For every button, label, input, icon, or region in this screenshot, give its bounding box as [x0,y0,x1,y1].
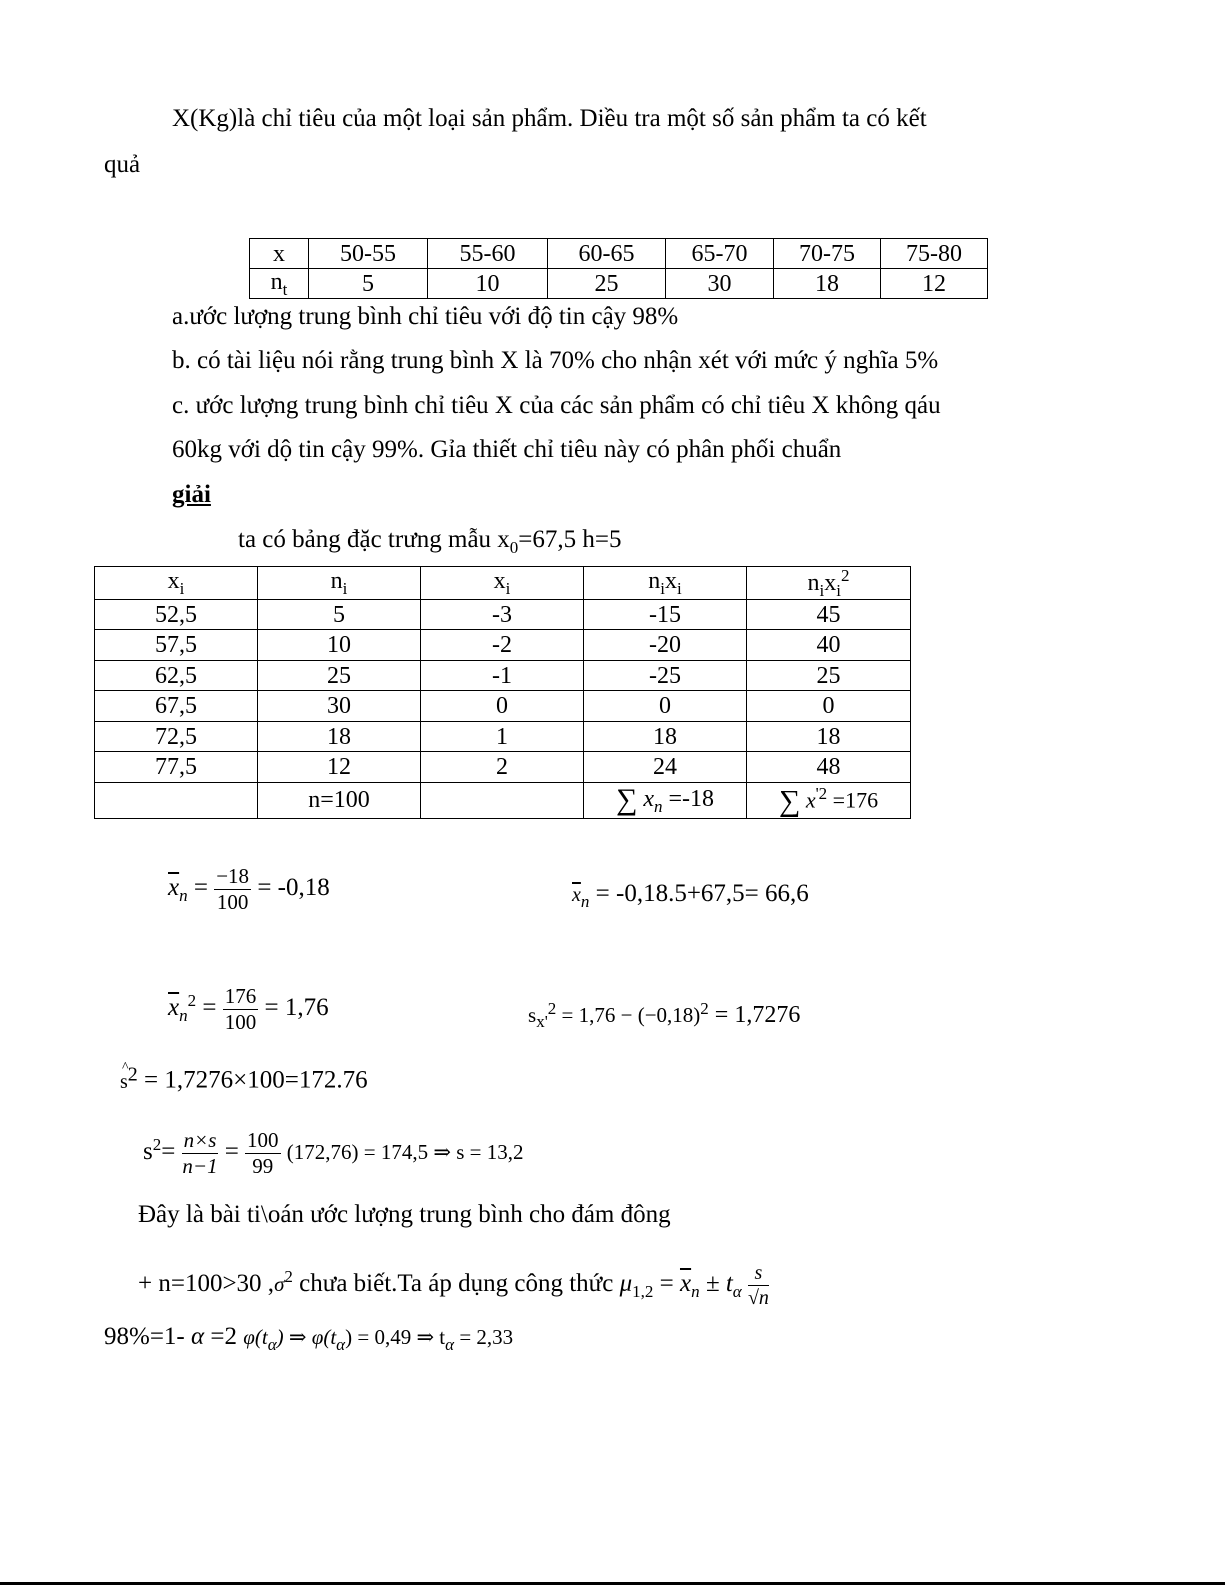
sum-row [95,782,911,818]
stats-cell: 18 [747,721,911,752]
stats-cell: 77,5 [95,752,258,783]
stats-cell: 5 [258,599,421,630]
table-row [95,599,911,630]
stats-cell: 45 [747,599,911,630]
fraction: $\frac{s}{√n}$ [747,1262,769,1309]
applies-formula-line: + n=100>30 $,\sigma^2$ chưa biết.Ta áp dụng công thức $\mu_{1,2} = \overline{x}_n \pm t_\alpha$ $\frac{s}{√n}$ [138,1262,769,1309]
formula-s-hat-squared: ^ $s^2 = 1,7276\times 100=172.76$ [120,1059,368,1094]
stats-cell: 18 [584,721,747,752]
freq-cell: 65-70 [666,239,774,269]
freq-label-cell: $n_t$ [250,269,309,299]
stats-cell: 0 [584,691,747,722]
stats-cell: -1 [421,660,584,691]
sample-statistics-table [94,566,911,819]
fraction: $\frac{100}{99}$ [247,1128,279,1178]
stats-cell: 48 [747,752,911,783]
sum-x-cell: ∑ $x_n =-18$ [584,782,747,818]
stats-cell: 1 [421,721,584,752]
table-intro: ta có bảng đặc trưng mẫu $x_0=67,5$ h=5 [238,526,622,557]
freq-cell: 75-80 [881,239,988,269]
question-c-line-2: 60kg với dộ tin cậy 99%. Gỉa thiết chỉ tiêu này có phân phối chuẩn [172,436,842,463]
stats-header-cell: $x_i$ [95,567,258,600]
freq-cell: 12 [881,269,988,299]
table-row [95,660,911,691]
stats-cell: 10 [258,630,421,661]
fraction: $\frac{n\times s}{n-1}$ [182,1128,218,1178]
question-b: b. có tài liệu nói rằng trung bình X là 70% cho nhận xét với mức ý nghĩa 5% [172,347,939,374]
stats-cell: 24 [584,752,747,783]
formula-variance-prime: $s_{x'}^2 = 1,76 - (-0,18)^2 = 1,7276$ [528,999,801,1032]
stats-cell: -3 [421,599,584,630]
problem-type-text: Đây là bài ti\oán ước lượng trung bình cho đám đông [138,1201,671,1228]
stats-cell: -20 [584,630,747,661]
stats-cell: -25 [584,660,747,691]
table-row [95,752,911,783]
frequency-table [249,238,988,299]
stats-header-cell: $n_ix_i$ [584,567,747,600]
stats-cell: 62,5 [95,660,258,691]
table-row [95,630,911,661]
stats-cell: 40 [747,630,911,661]
stats-header-cell: $x_i$ [421,567,584,600]
intro-line-1: X(Kg)là chỉ tiêu của một loại sản phẩm. Diều tra một số sản phẩm ta có kết [172,105,927,132]
stats-cell: 12 [258,752,421,783]
formula-mean-prime: $\overline{x}_n$ = $\frac{-18}{100}$ = -0,18 [168,864,330,914]
stats-cell-empty [95,782,258,818]
question-a: a.ước lượng trung bình chỉ tiêu với độ tin cậy 98% [172,303,679,330]
stats-header-cell: $n_i$ [258,567,421,600]
stats-cell: 2 [421,752,584,783]
freq-cell: 25 [548,269,666,299]
fraction: $\frac{176}{100}$ [224,984,257,1034]
stats-header-row [95,567,911,600]
stats-cell: 57,5 [95,630,258,661]
freq-cell: 60-65 [548,239,666,269]
freq-cell: 70-75 [774,239,881,269]
fraction: $\frac{-18}{100}$ [216,864,250,914]
stats-header-cell: $n_ix_i^2$ [747,567,911,600]
stats-cell: 0 [421,691,584,722]
stats-cell: 67,5 [95,691,258,722]
freq-cell: 5 [309,269,428,299]
freq-cell: x [250,239,309,269]
sum-n-cell: n=100 [258,782,421,818]
sum-x2-cell: ∑ $x^{'2} =176$ [747,782,911,818]
stats-cell: 72,5 [95,721,258,752]
stats-cell: -2 [421,630,584,661]
table-row [95,691,911,722]
stats-cell: 25 [747,660,911,691]
stats-cell: -15 [584,599,747,630]
freq-cell: 50-55 [309,239,428,269]
frequency-header-row [250,239,988,269]
freq-cell: 10 [428,269,548,299]
frequency-count-row [250,269,988,299]
freq-cell: 55-60 [428,239,548,269]
stats-cell: 0 [747,691,911,722]
solution-title: giải [172,481,211,508]
stats-cell: 52,5 [95,599,258,630]
confidence-line: 98%=1- α =2 $\varphi(t_\alpha)$ ⇒ $\varphi(t_\alpha) = 0,49$ ⇒ $t_\alpha = 2,33$ [104,1323,514,1354]
stats-cell-empty [421,782,584,818]
intro-line-2: quả [104,151,141,178]
stats-cell: 30 [258,691,421,722]
stats-cell: 18 [258,721,421,752]
formula-mean: $\overline{x}_n = -0,18.5+67,5= 66,6$ [572,880,809,911]
stats-cell: 25 [258,660,421,691]
question-c-line-1: c. ước lượng trung bình chỉ tiêu X của các sản phẩm có chỉ tiêu X không qáu [172,392,941,419]
formula-s-squared: $s^2=$ $\frac{n\times s}{n-1}$ = $\frac{100}{99}$ (172,76) = 174,5 ⇒ s = 13,2 [143,1128,524,1178]
table-row [95,721,911,752]
freq-cell: 18 [774,269,881,299]
formula-mean-squares: $\overline{x}_n^2$ = $\frac{176}{100}$ = 1,76 [168,984,329,1034]
freq-cell: 30 [666,269,774,299]
